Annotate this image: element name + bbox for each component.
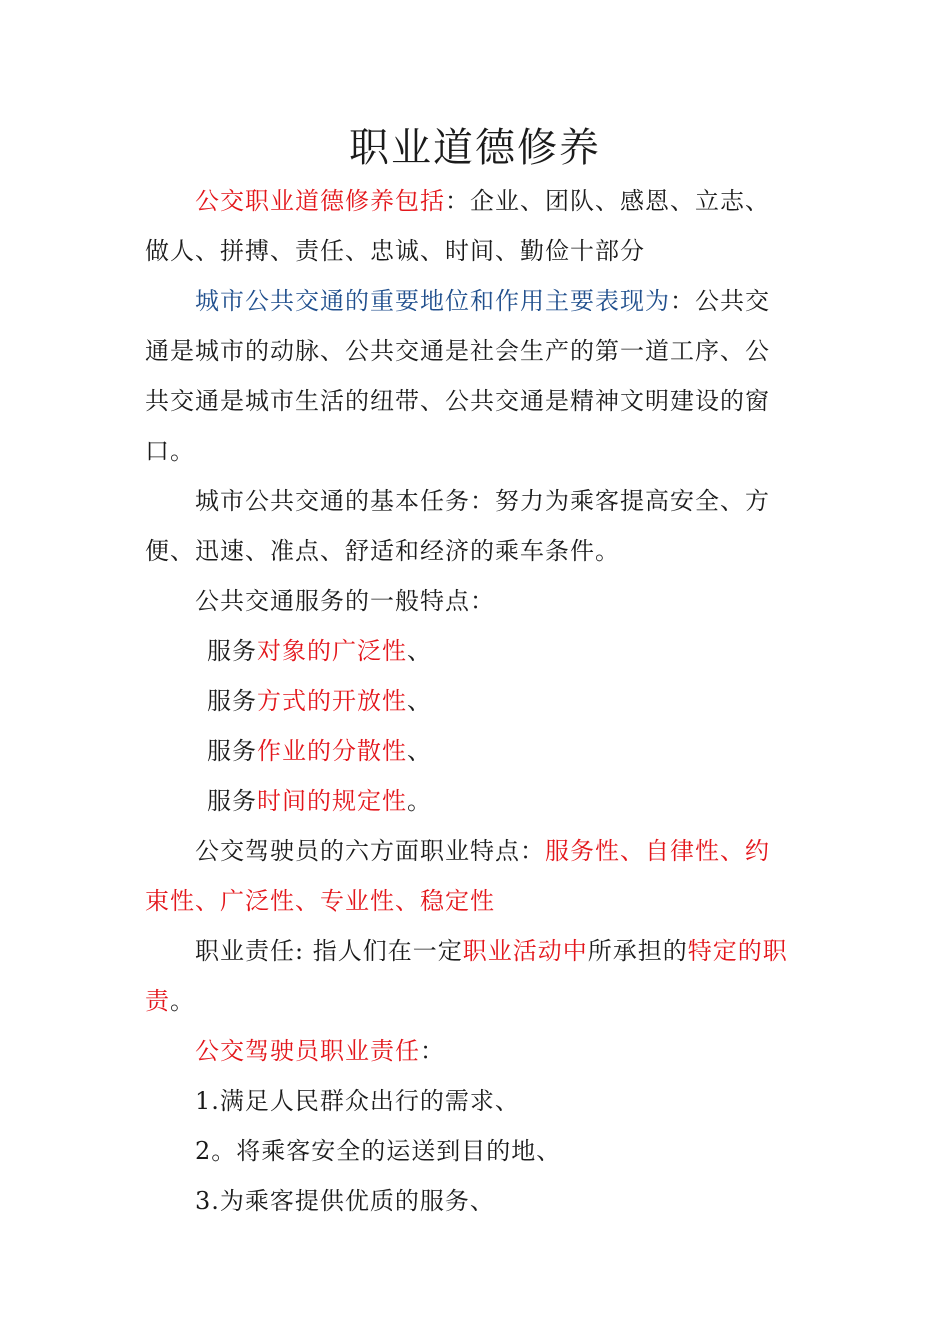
paragraph-task-line-1 — [195, 476, 805, 526]
driver-responsibility-heading — [195, 1026, 805, 1076]
service-features-heading-text: 公共交通服务的一般特点： — [195, 587, 495, 615]
paragraph-role-line-2 — [145, 326, 805, 376]
driver-responsibility-colon: ： — [420, 1037, 445, 1065]
feature-prefix: 服务 — [207, 737, 257, 765]
paragraph-role-line-4 — [145, 426, 805, 476]
feature-suffix: 。 — [407, 787, 432, 815]
paragraph-role-line-3 — [145, 376, 805, 426]
driver-responsibility-item — [195, 1076, 805, 1126]
scope-text-b: 做人、拼搏、责任、忠诚、时间、勤俭十部分 — [145, 237, 645, 265]
driver-responsibility-item — [195, 1176, 805, 1226]
responsibility-text-1: : 指人们在一定 — [295, 937, 463, 965]
service-feature-item — [207, 676, 867, 726]
service-feature-item — [207, 626, 867, 676]
driver-responsibility-item-text: 1.满足人民群众出行的需求、 — [195, 1087, 520, 1115]
scope-label: 公交职业道德修养包括 — [195, 187, 445, 215]
feature-prefix: 服务 — [207, 637, 257, 665]
paragraph-scope-line-1 — [195, 176, 805, 226]
responsibility-line-1 — [195, 926, 805, 976]
driver-features-line-2 — [145, 876, 805, 926]
task-text-b: 便、迅速、准点、舒适和经济的乘车条件。 — [145, 537, 620, 565]
role-label: 城市公共交通的重要地位和作用主要表现为 — [195, 287, 670, 315]
driver-features-line-1 — [195, 826, 805, 876]
driver-features-label: 公交驾驶员的六方面职业特点： — [195, 837, 545, 865]
feature-key: 对象的广泛性 — [257, 637, 407, 665]
paragraph-scope-line-2 — [145, 226, 805, 276]
driver-responsibility-item-text: 3.为乘客提供优质的服务、 — [195, 1187, 495, 1215]
feature-suffix: 、 — [407, 687, 432, 715]
service-feature-item — [207, 776, 867, 826]
feature-suffix: 、 — [407, 737, 432, 765]
page-title: 职业道德修养 — [349, 125, 601, 171]
task-label: 城市公共交通的基本任务 — [195, 487, 470, 515]
service-features-heading — [195, 576, 805, 626]
feature-prefix: 服务 — [207, 687, 257, 715]
paragraph-task-line-2 — [145, 526, 805, 576]
feature-key: 方式的开放性 — [257, 687, 407, 715]
driver-responsibility-label: 公交驾驶员职业责任 — [195, 1037, 420, 1065]
service-feature-item — [207, 726, 867, 776]
feature-suffix: 、 — [407, 637, 432, 665]
feature-key: 时间的规定性 — [257, 787, 407, 815]
driver-responsibility-item-text: 2。将乘客安全的运送到目的地、 — [195, 1137, 562, 1165]
responsibility-key-1: 职业活动中 — [462, 937, 588, 965]
role-text-d: 口。 — [145, 437, 195, 465]
role-text-b: 通是城市的动脉、公共交通是社会生产的第一道工序、公 — [145, 337, 770, 365]
responsibility-line-2 — [145, 976, 805, 1026]
responsibility-key-2: 特定的职 — [687, 937, 788, 965]
responsibility-label: 职业责任 — [195, 937, 295, 965]
responsibility-text-2: 所承担的 — [587, 937, 688, 965]
responsibility-text-3: 。 — [170, 987, 195, 1015]
driver-responsibility-item — [195, 1126, 805, 1176]
paragraph-role-line-1 — [195, 276, 805, 326]
scope-text-a: ：企业、团队、感恩、立志、 — [445, 187, 770, 215]
responsibility-key-3: 责 — [145, 987, 170, 1015]
feature-prefix: 服务 — [207, 787, 257, 815]
driver-features-key-a: 服务性、自律性、约 — [545, 837, 770, 865]
driver-features-key-b: 束性、广泛性、专业性、稳定性 — [145, 887, 495, 915]
role-text-a: ：公共交 — [670, 287, 770, 315]
role-text-c: 共交通是城市生活的纽带、公共交通是精神文明建设的窗 — [145, 387, 770, 415]
feature-key: 作业的分散性 — [257, 737, 407, 765]
task-text-a: ：努力为乘客提高安全、方 — [470, 487, 770, 515]
